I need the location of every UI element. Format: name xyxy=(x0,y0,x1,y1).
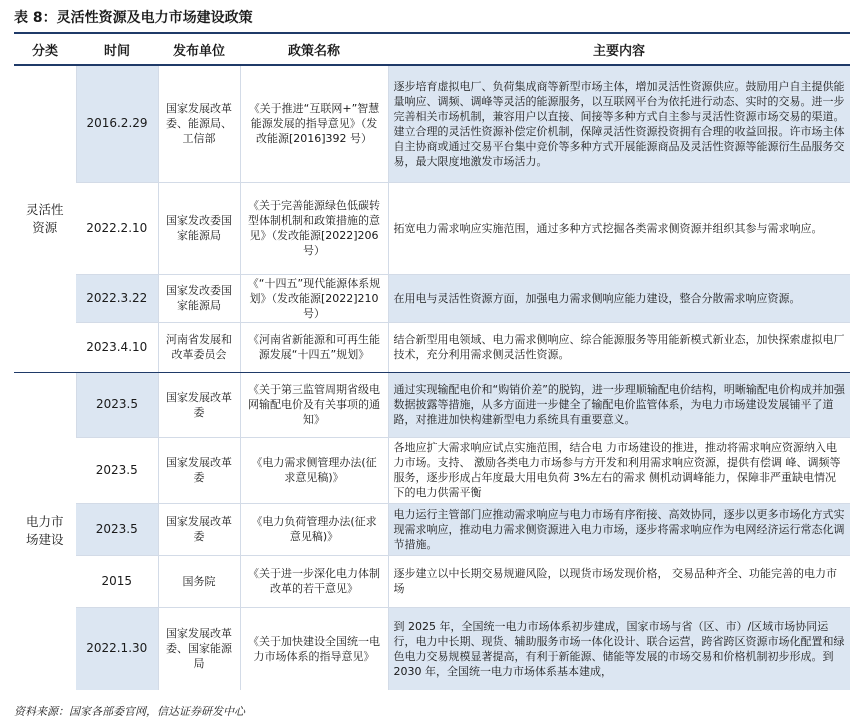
policy-cell: 《关于推进“互联网+”智慧能源发展的指导意见》（发改能源[2016]392 号） xyxy=(240,65,388,182)
time-cell: 2016.2.29 xyxy=(76,65,158,182)
time-cell: 2023.4.10 xyxy=(76,322,158,372)
category-label: 灵活性资源 xyxy=(25,201,64,235)
source-note: 资料来源：国家各部委官网，信达证券研发中心 xyxy=(14,705,245,718)
org-cell: 国家发展改革委、国家能源局 xyxy=(158,607,240,690)
time-cell: 2023.5 xyxy=(76,437,158,503)
org-cell: 国家发展改革委 xyxy=(158,503,240,555)
policy-cell: 《“十四五”现代能源体系规划》（发改能源[2022]210 号） xyxy=(240,274,388,322)
org-cell: 国家发改委国家能源局 xyxy=(158,274,240,322)
table-header-row xyxy=(14,34,850,65)
table-row xyxy=(14,555,850,607)
header-content: 主要内容 xyxy=(388,34,850,65)
policy-cell: 《电力负荷管理办法(征求意见稿)》 xyxy=(240,503,388,555)
table-row xyxy=(14,182,850,274)
time-cell: 2015 xyxy=(76,555,158,607)
org-cell: 国家发改委国家能源局 xyxy=(158,182,240,274)
content-cell: 逐步建立以中长期交易规避风险，以现货市场发现价格， 交易品种齐全、功能完善的电力市场 xyxy=(388,555,850,607)
header-policy: 政策名称 xyxy=(240,34,388,65)
table-row xyxy=(14,65,850,182)
policy-cell: 《关于进一步深化电力体制改革的若干意见》 xyxy=(240,555,388,607)
org-cell: 国家发展改革委、能源局、工信部 xyxy=(158,65,240,182)
table-row xyxy=(14,372,850,437)
time-cell: 2023.5 xyxy=(76,372,158,437)
table-row xyxy=(14,437,850,503)
header-category: 分类 xyxy=(14,34,76,65)
table-row xyxy=(14,503,850,555)
time-cell: 2023.5 xyxy=(76,503,158,555)
policy-cell: 《关于第三监管周期省级电网输配电价及有关事项的通知》 xyxy=(240,372,388,437)
content-cell: 电力运行主管部门应推动需求响应与电力市场有序衔接、高效协同，逐步以更多市场化方式实现需求响应，推动电力需求侧资源进入电力市场，逐步将需求响应作为电网经济运行常态化调节措施。 xyxy=(388,503,850,555)
policy-cell: 《关于加快建设全国统一电力市场体系的指导意见》 xyxy=(240,607,388,690)
table-row xyxy=(14,607,850,690)
org-cell: 国家发展改革委 xyxy=(158,372,240,437)
table-row xyxy=(14,322,850,372)
table-title: 表 8：灵活性资源及电力市场建设政策 xyxy=(14,10,253,26)
org-cell: 河南省发展和改革委员会 xyxy=(158,322,240,372)
content-cell: 到 2025 年，全国统一电力市场体系初步建成，国家市场与省（区、市）/区域市场协同运行，电力中长期、现货、辅助服务市场一体化设计、联合运营，跨省跨区资源市场化配置和绿色电力交易规模显著提高，有利于新能源、储能等发展的市场交易和价格机制初步形成。到 2030 年，全国统一电力市场体系基本建成， xyxy=(388,607,850,690)
header-org: 发布单位 xyxy=(158,34,240,65)
time-cell: 2022.1.30 xyxy=(76,607,158,690)
policy-table xyxy=(14,34,850,690)
policy-cell: 《电力需求侧管理办法(征求意见稿)》 xyxy=(240,437,388,503)
org-cell: 国家发展改革委 xyxy=(158,437,240,503)
time-cell: 2022.3.22 xyxy=(76,274,158,322)
content-cell: 在用电与灵活性资源方面，加强电力需求侧响应能力建设，整合分散需求响应资源。 xyxy=(388,274,850,322)
time-cell: 2022.2.10 xyxy=(76,182,158,274)
category-label: 电力市场建设 xyxy=(25,514,64,548)
table-row xyxy=(14,274,850,322)
policy-cell: 《河南省新能源和可再生能源发展“十四五”规划》 xyxy=(240,322,388,372)
policy-cell: 《关于完善能源绿色低碳转型体制机制和政策措施的意见》（发改能源[2022]206 号） xyxy=(240,182,388,274)
header-time: 时间 xyxy=(76,34,158,65)
content-cell: 各地应扩大需求响应试点实施范围，结合电 力市场建设的推进，推动将需求响应资源纳入电力市场。支持、 激励各类电力市场参与方开发和利用需求响应资源，提供有偿调 峰、调频等服务，逐步形成占年度最大用电负荷 3%左右的需求 侧机动调峰能力，保障非严重缺电情况下的电力供需平衡 xyxy=(388,437,850,503)
content-cell: 拓宽电力需求响应实施范围，通过多种方式挖掘各类需求侧资源并组织其参与需求响应。 xyxy=(388,182,850,274)
category-cell xyxy=(14,372,76,690)
category-cell xyxy=(14,65,76,372)
content-cell: 逐步培育虚拟电厂、负荷集成商等新型市场主体，增加灵活性资源供应。鼓励用户自主提供能量响应、调频、调峰等灵活的能源服务，以互联网平台为依托进行动态、实时的交易。进一步完善相关市场机制，兼容用户以直接、间接等多种方式自主参与灵活性资源市场交易的渠道。建立合理的灵活性资源补偿定价机制，保障灵活性资源投资拥有合理的收益回报。许市场主体自主协商或通过交易平台集中竞价等多种方式开展能源商品及灵活性资源等能源衍生品服务交易，最大限度地激发市场活力。 xyxy=(388,65,850,182)
org-cell: 国务院 xyxy=(158,555,240,607)
content-cell: 结合新型用电领域、电力需求侧响应、综合能源服务等用能新模式新业态，加快探索虚拟电厂技术，充分利用需求侧灵活性资源。 xyxy=(388,322,850,372)
content-cell: 通过实现输配电价和“购销价差”的脱钩，进一步理顺输配电价结构，明晰输配电价构成并加强数据披露等措施，从多方面进一步健全了输配电价监管体系，为电力市场建设发展铺平了道路，对推进加快构建新型电力系统具有重要意义。 xyxy=(388,372,850,437)
